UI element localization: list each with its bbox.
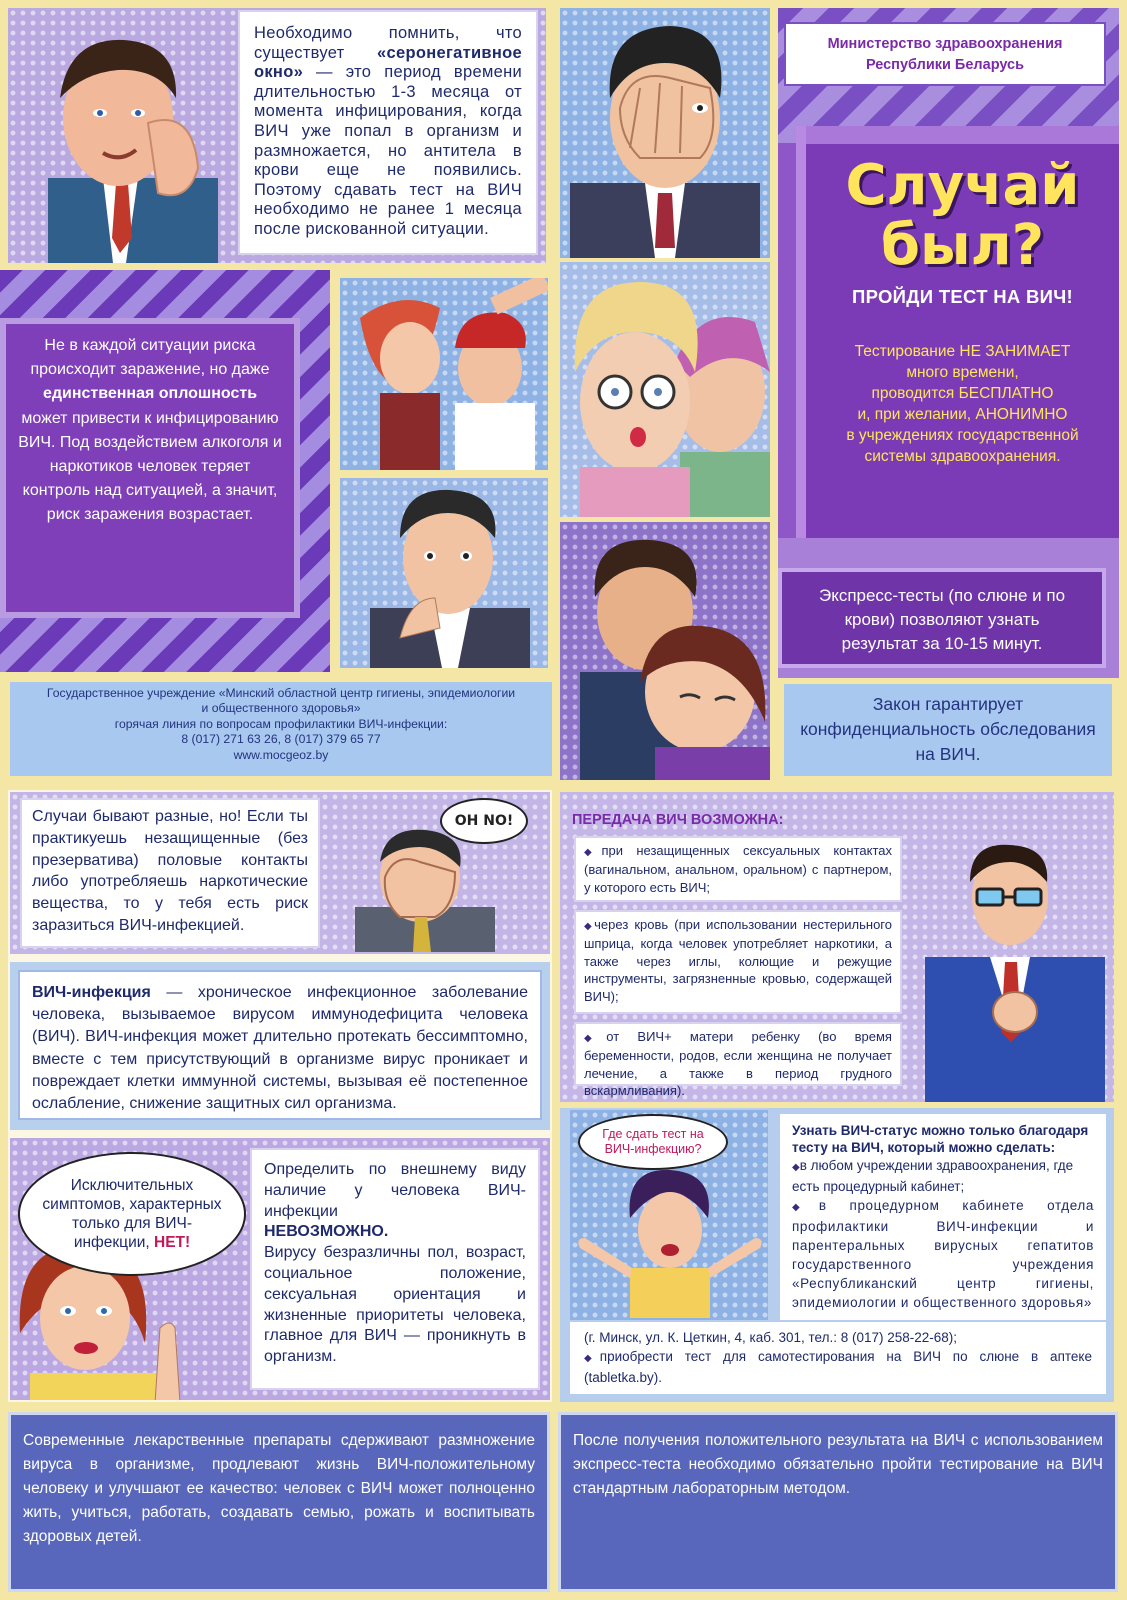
confidentiality-box: Закон гарантирует конфиденциальность обследования на ВИЧ. <box>784 684 1112 776</box>
transmission-item-3: ◆ от ВИЧ+ матери ребенку (во время беременности, родов, если женщина не получает лечение, а также в период грудного вскармливания). <box>574 1022 902 1086</box>
appearance-text: Определить по внешнему виду наличие у человека ВИЧ-инфекции НЕВОЗМОЖНО. Вирусу безразличны пол, возраст, социальное положение, сексуальная ориентация и жизненные приоритеты человека, главное для ВИЧ — проникнуть в организм. <box>264 1161 526 1366</box>
cases-text: Случаи бывают разные, но! Если ты практикуешь незащищенные (без презерватива) половые контакты либо употребляешь наркотические вещества, то у тебя есть риск заразиться ВИЧ-инфекцией. <box>32 808 308 934</box>
party-illustration-panel <box>340 278 548 470</box>
party-couple-illustration <box>340 278 548 470</box>
thinking-man-illustration <box>340 478 548 668</box>
title-line-1: Случай <box>845 153 1080 218</box>
whispering-man-illustration <box>8 28 238 263</box>
gossip-illustration-panel <box>560 262 770 517</box>
title-column <box>778 8 1119 678</box>
shrugging-woman-illustration <box>570 1168 768 1318</box>
facepalm-man-illustration <box>560 8 770 258</box>
transmission-heading: ПЕРЕДАЧА ВИЧ ВОЗМОЖНА: <box>572 812 784 828</box>
facepalm-illustration-panel <box>560 8 770 258</box>
gossip-women-illustration <box>560 262 770 517</box>
transmission-panel <box>560 792 1114 1102</box>
hiv-definition-text: ВИЧ-инфекция — хроническое инфекционное заболевание человека, вызываемое вирусом иммунодефицита человека (ВИЧ). ВИЧ-инфекция может длительно протекать бессимптомно, вместе с тем присутствующий в организме вирус проникает и повреждает клетки иммунной системы, вызывая её постепенное ослабление, снижение защитных сил организма. <box>32 984 528 1113</box>
cases-panel <box>10 792 550 954</box>
testing-info: Тестирование НЕ ЗАНИМАЕТ много времени, проводится БЕСПЛАТНО и, при желании, АНОНИМНО в учреждениях государственной системы здравоохранения. <box>846 343 1079 465</box>
no-symptoms-bubble: Исключительных симптомов, характерных только для ВИЧ-инфекции, НЕТ! <box>18 1152 246 1276</box>
regional-center-info: Государственное учреждение «Минский областной центр гигиены, эпидемиологии и общественного здоровья» горячая линия по вопросам профилактики ВИЧ-инфекции: 8 (017) 271 63 26, 8 (017) 379 65 77 www.mocgeoz.by <box>10 682 552 776</box>
where-to-test-bubble: Где сдать тест на ВИЧ-инфекцию? <box>578 1114 728 1170</box>
status-item-2: ◆ в процедурном кабинете отдела профилактики ВИЧ-инфекции и парентеральных вирусных гепатитов государственного учреждения «Республиканский центр гигиены, эпидемиологии и общественного здоровья» <box>792 1196 1094 1312</box>
transmission-item-1: ◆ при незащищенных сексуальных контактах (вагинальном, анальном, оральном) с партнером, у которого есть ВИЧ; <box>574 836 902 902</box>
where-to-test-panel <box>560 1108 1114 1402</box>
oh-no-bubble: OH NO! <box>440 798 528 844</box>
positive-result-box: После получения положительного результата на ВИЧ с использованием экспресс-теста необходимо обязательно пройти тестирование на ВИЧ стандартным лабораторным методом. <box>558 1412 1118 1592</box>
risk-text-box: Не в каждой ситуации риска происходит заражение, но даже единственная оплошность может привести к инфицированию ВИЧ. Под воздействием алкоголя и наркотиков человек теряет контроль над ситуацией, а значит, риск заражения возрастает. <box>0 318 300 618</box>
express-tests-box: Экспресс-тесты (по слюне и по крови) позволяют узнать результат за 10-15 минут. <box>778 568 1106 668</box>
title-line-2: был? <box>880 213 1045 278</box>
status-item-1: ◆ в любом учреждении здравоохранения, где есть процедурный кабинет; <box>792 1156 1094 1196</box>
couple-illustration-panel <box>560 522 770 780</box>
thinking-man-illustration-panel <box>340 478 548 668</box>
subtitle: ПРОЙДИ ТЕСТ НА ВИЧ! <box>851 286 1074 307</box>
status-address: (г. Минск, ул. К. Цеткин, 4, каб. 301, тел.: 8 (017) 258-22-68); <box>584 1330 958 1345</box>
transmission-item-2: ◆ через кровь (при использовании нестерильного шприца, когда человек употребляет наркотики, а также через иглы, колющие и режущие инструменты, загрязненные кровью, содержащей ВИЧ); <box>574 910 902 1014</box>
seronegative-text: Необходимо помнить, что существует «серонегативное окно» — это период времени длительностью 1-3 месяца от момента инфицирования, когда ВИЧ уже попал в организм и размножается, но антитела в крови еще не появились. Поэтому сдавать тест на ВИЧ необходимо не ранее 1 месяца после рискованной ситуации. <box>254 24 522 238</box>
status-item-3: ◆ приобрести тест для самотестирования на ВИЧ по слюне в аптеке (tabletka.by). <box>584 1347 1092 1387</box>
hiv-definition-panel <box>10 962 550 1130</box>
hugging-couple-illustration <box>560 522 770 780</box>
modern-drugs-box: Современные лекарственные препараты сдерживают размножение вируса в организме, продлевают жизнь ВИЧ-положительному человеку и улучшают ее качество: человек с ВИЧ может полноценно жить, учиться, работать, создавать семью, рожать и воспитывать здоровых детей. <box>8 1412 550 1592</box>
seronegative-panel <box>8 8 546 263</box>
status-heading: Узнать ВИЧ-статус можно только благодаря тесту на ВИЧ, который можно сделать: <box>792 1123 1089 1155</box>
ministry-header: Министерство здравоохранения Республики Беларусь <box>784 22 1106 86</box>
pointing-businessman-illustration <box>915 837 1110 1102</box>
symptoms-panel <box>10 1138 550 1400</box>
main-title <box>806 153 1119 278</box>
